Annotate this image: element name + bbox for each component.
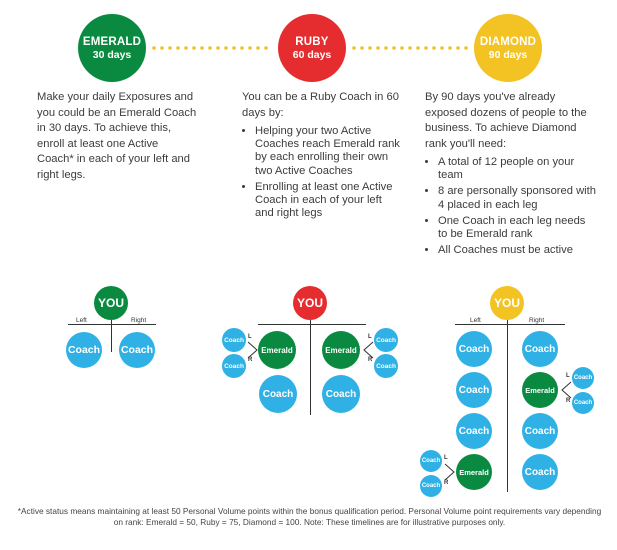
coach-node: Coach	[119, 332, 155, 368]
diamond-bullet: • All Coaches must be active	[438, 244, 597, 257]
coach-node: Coach	[222, 354, 246, 378]
l-label: L	[444, 455, 448, 461]
right-label: Right	[529, 317, 545, 324]
emerald-description	[37, 90, 197, 183]
emerald-node: Emerald	[258, 331, 296, 369]
coach-node: Coach	[456, 372, 492, 408]
you-node: YOU	[490, 286, 524, 320]
emerald-node: Emerald	[522, 372, 558, 408]
diamond-description	[425, 90, 597, 260]
coach-node: Coach	[420, 450, 442, 472]
l-label: L	[566, 373, 570, 379]
coach-node: Coach	[456, 413, 492, 449]
r-label: R	[444, 480, 449, 486]
r-label: R	[566, 398, 571, 404]
branch-chevron	[443, 462, 457, 482]
ruby-bullet: • Helping your two Active Coaches reach Emerald rank by each enrolling their own two Active Coaches	[255, 125, 402, 178]
rank-days: 30 days	[92, 48, 132, 61]
rank-connector-dots	[0, 0, 617, 100]
l-label: L	[368, 334, 372, 340]
left-label: Left	[470, 317, 481, 324]
coach-node: Coach	[374, 354, 398, 378]
ruby-bullet: • Enrolling at least one Active Coach in each of your left and right legs	[255, 181, 402, 221]
emerald-node: Emerald	[456, 454, 492, 490]
footnote: *Active status means maintaining at least 50 Personal Volume points within the bonus qualification period. Personal Volume point requirements vary depending on rank: Emerald = 50, Ruby = 75, Diamond = 100. Note: These timelines are for illustrative purposes only.	[17, 506, 602, 527]
coach-node: Coach	[420, 475, 442, 497]
right-label: Right	[131, 317, 147, 324]
diamond-bullet: • A total of 12 people on your team	[438, 156, 597, 182]
l-label: L	[248, 334, 252, 340]
diamond-bullet: • One Coach in each leg needs to be Emerald rank	[438, 215, 597, 241]
coach-node: Coach	[222, 328, 246, 352]
coach-node: Coach	[322, 375, 360, 413]
emerald-text: Make your daily Exposures and you could be an Emerald Coach in 30 days. To achieve this, enroll at least one Active Coach* in each of your left and right legs.	[37, 91, 197, 181]
coach-node: Coach	[572, 392, 594, 414]
rank-name: DIAMOND	[479, 35, 537, 48]
coach-node: Coach	[522, 413, 558, 449]
branch-chevron	[559, 380, 573, 400]
rank-days: 90 days	[488, 48, 528, 61]
coach-node: Coach	[456, 331, 492, 367]
rank-name: EMERALD	[82, 35, 142, 48]
coach-node: Coach	[374, 328, 398, 352]
coach-node: Coach	[522, 331, 558, 367]
you-node: YOU	[94, 286, 128, 320]
coach-node: Coach	[259, 375, 297, 413]
left-label: Left	[76, 317, 87, 324]
coach-node: Coach	[572, 367, 594, 389]
diamond-intro: By 90 days you've already exposed dozens of people to the business. To achieve Diamond rank you'll need:	[425, 91, 587, 150]
coach-node: Coach	[66, 332, 102, 368]
r-label: R	[248, 357, 253, 363]
r-label: R	[368, 357, 373, 363]
coach-node: Coach	[522, 454, 558, 490]
ruby-description	[242, 90, 402, 223]
rank-name: RUBY	[295, 35, 329, 48]
you-node: YOU	[293, 286, 327, 320]
ruby-intro: You can be a Ruby Coach in 60 days by:	[242, 91, 399, 119]
emerald-node: Emerald	[322, 331, 360, 369]
rank-days: 60 days	[292, 48, 332, 61]
diamond-bullet: • 8 are personally sponsored with 4 placed in each leg	[438, 185, 597, 211]
